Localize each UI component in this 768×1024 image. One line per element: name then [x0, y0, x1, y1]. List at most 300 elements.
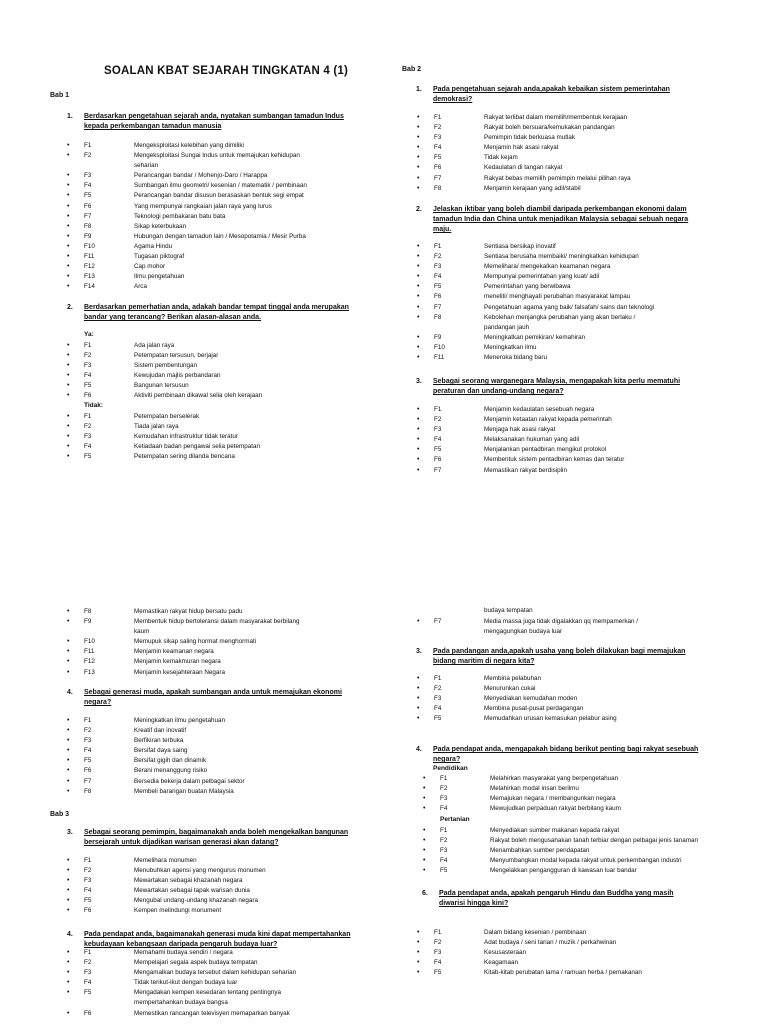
bullet-icon: •	[417, 253, 420, 261]
point-text: Pengetahuan agama yang baik/ falsafah/ sains dan teknologi	[484, 303, 655, 311]
bullet-icon: •	[67, 202, 70, 210]
bullet-icon: •	[67, 777, 70, 785]
answer-item	[84, 998, 296, 1008]
point-text: Mewartakan sebagai khazanah negara	[134, 877, 243, 885]
bullet-icon: •	[417, 333, 420, 341]
bullet-icon: •	[423, 775, 426, 782]
point-text: Membina pusat-pusat perdagangan	[484, 705, 584, 713]
bab-2-heading: Bab 2	[402, 66, 422, 73]
point-text: Kempen melindungi monument	[134, 907, 222, 915]
subheading-ya: Ya:	[84, 331, 94, 338]
point-text: Menyumbangkan modal kepada rakyat untuk perkembangan industri	[490, 857, 682, 865]
point-code: F4	[84, 979, 92, 987]
point-text: Menjaga hak asasi rakyat	[484, 426, 556, 434]
bullet-icon: •	[67, 222, 70, 230]
answer-item	[417, 455, 625, 465]
answer-list	[67, 948, 297, 1019]
answer-list	[417, 617, 639, 637]
point-code: F4	[434, 144, 442, 152]
point-code: F11	[84, 648, 95, 656]
answer-item	[67, 151, 307, 161]
point-text: Perancangan bandar / Mohenjo-Daro / Harappa	[134, 172, 268, 180]
point-text: Memestikan rancangan televisyen memaparkan banyak	[134, 1009, 290, 1017]
point-code: F8	[434, 184, 442, 192]
point-code: F1	[84, 142, 92, 149]
answer-item	[423, 784, 621, 794]
answer-item	[67, 282, 307, 292]
question-number: 3.	[416, 378, 422, 385]
point-text: Ilmu pengetahuan	[134, 273, 185, 281]
answer-item	[67, 866, 266, 876]
question-line: demokrasi?	[433, 96, 473, 103]
question-line: negara?	[433, 756, 461, 763]
point-text: Rakyat boleh mengusahakan tanah terbiar dengan pelbagai jenis tanaman	[490, 837, 698, 845]
point-text: Mengadakan kempen kesedaran tentang pentingnya	[134, 989, 282, 997]
answer-item	[434, 323, 654, 333]
point-code: F7	[434, 174, 442, 182]
question-bab2-1	[416, 85, 670, 105]
question-number: 4.	[67, 689, 73, 696]
point-text: Memajukan negara / membangunkan negara	[490, 795, 616, 803]
answer-item	[417, 415, 624, 425]
question-line: Berdasarkan pengetahuan sejarah anda, nyatakan sumbangan tamadun Indus	[84, 113, 344, 120]
point-text: Mengeksploitasi kelebihan yang dimiliki	[134, 142, 244, 149]
bullet-icon: •	[417, 283, 420, 291]
answer-item	[67, 896, 266, 906]
page-bottom	[0, 600, 768, 1024]
bullet-icon: •	[417, 675, 420, 682]
point-text: Meningkatkan pemikiran/ kemahiran	[484, 333, 586, 341]
point-text: Ketiadaan badan pengawai selia petempatan	[134, 443, 261, 451]
point-code: F5	[84, 192, 92, 200]
answer-item	[67, 906, 266, 916]
point-text: Menjamin kesejahteraan Negara	[134, 668, 226, 676]
point-text: Menjamin kerajaan yang adil/stabil	[484, 184, 581, 192]
point-code: F2	[434, 124, 442, 132]
answer-item	[417, 153, 631, 163]
subheading-pendidikan: Pendidikan	[433, 765, 468, 772]
answer-item	[417, 938, 642, 948]
bullet-icon: •	[67, 618, 70, 626]
point-text: meneliti/ menghayati perubahan masyarakat lampau	[484, 293, 631, 301]
point-code: F6	[84, 907, 92, 915]
point-text: Rakyat terlibat dalam memilih/membentuk kerajaan	[484, 114, 628, 121]
point-text: Bersifat daya saing	[134, 747, 188, 755]
point-text: Memastikan rakyat berdisiplin	[484, 466, 567, 474]
point-text: Sumbangan ilmu geometri/ kesenian / matematik / pembinaan	[134, 182, 307, 190]
point-code: F4	[440, 805, 448, 813]
answer-item	[423, 846, 698, 856]
bullet-icon: •	[67, 737, 70, 745]
point-code: F5	[434, 283, 442, 291]
point-code: F2	[84, 152, 92, 160]
point-code: F1	[440, 827, 448, 834]
answer-item	[67, 876, 266, 886]
point-code: F5	[84, 989, 92, 997]
point-code: F6	[434, 293, 442, 301]
point-code: F1	[434, 675, 442, 682]
point-code: F2	[434, 253, 442, 261]
point-code: F7	[434, 303, 442, 311]
bullet-icon: •	[67, 767, 70, 775]
answer-list	[67, 141, 307, 292]
question-line: tamadun India dan China untuk menjadikan Malaysia sebagai sebuah negara	[433, 216, 689, 223]
bab-1-heading: Bab 1	[50, 92, 70, 99]
point-text: Meningkatkan ilmu	[484, 343, 537, 351]
continued-text: budaya tempatan	[484, 607, 533, 614]
point-code: F5	[434, 446, 442, 454]
point-code: F2	[84, 959, 92, 967]
question-number: 1.	[67, 113, 73, 120]
question-bab2-3	[416, 377, 681, 397]
question-number: 4.	[416, 746, 422, 753]
question-line: negara?	[84, 699, 112, 706]
point-text: Cap mohor	[134, 263, 166, 271]
bullet-icon: •	[67, 382, 70, 390]
point-code: F3	[434, 426, 442, 434]
answer-item	[417, 184, 631, 194]
bullet-icon: •	[67, 608, 70, 615]
point-text: Memelihara/ mengekalkan keamanan negara	[484, 263, 611, 271]
question-line: bidang maritim di negara kita?	[433, 658, 535, 665]
answer-item	[417, 292, 654, 302]
point-text: Agama Hindu	[134, 242, 173, 250]
point-code: F6	[434, 164, 442, 172]
answer-item	[434, 627, 638, 637]
point-text: Melaksanakan hukuman yang adil	[484, 436, 580, 444]
point-text: Memelihara monumen	[134, 857, 197, 864]
answer-item	[67, 607, 300, 617]
point-code: F5	[84, 897, 92, 905]
answer-list	[67, 856, 266, 917]
point-code: F4	[84, 182, 92, 190]
bullet-icon: •	[67, 787, 70, 795]
point-code: F8	[84, 608, 92, 615]
bullet-icon: •	[67, 648, 70, 656]
question-number: 6.	[422, 890, 428, 897]
point-text: Mengelakkan pengangguran di kawasan luar bandar	[490, 867, 637, 875]
point-text: Melahirkan masyarakat yang berpengetahuan	[490, 775, 619, 782]
point-code: F8	[84, 222, 92, 230]
bullet-icon: •	[417, 114, 420, 121]
bullet-icon: •	[417, 929, 420, 936]
answer-item	[67, 726, 245, 736]
bullet-icon: •	[417, 124, 420, 132]
point-text: Mempunyai pemerintahan yang kuat/ adil	[484, 273, 600, 281]
point-code: F10	[434, 343, 445, 351]
bullet-icon: •	[417, 456, 420, 464]
point-text: Membentuk sistem pentadbiran kemas dan teratur	[484, 456, 625, 464]
question-line: Pada pendapat anda, mengapakah bidang berikut penting bagi rakyat sesebuah	[433, 746, 699, 753]
bullet-icon: •	[417, 695, 420, 703]
bullet-icon: •	[67, 959, 70, 967]
answer-list	[67, 341, 263, 402]
bullet-icon: •	[67, 989, 70, 997]
point-text: Menyediakan kemudahan moden	[484, 695, 578, 703]
bullet-icon: •	[417, 293, 420, 301]
bullet-icon: •	[67, 757, 70, 765]
point-code: F1	[440, 775, 448, 782]
point-text: Sistem pembentungan	[134, 362, 198, 370]
bullet-icon: •	[67, 273, 70, 281]
page-title: SOALAN KBAT SEJARAH TINGKATAN 4 (1)	[104, 65, 349, 77]
point-code: F6	[84, 202, 92, 210]
point-text: Kewujudan majlis perbandaran	[134, 372, 221, 380]
answer-item	[417, 143, 631, 153]
answer-item	[67, 442, 261, 452]
point-text: Membeli barangan buatan Malaysia	[134, 787, 234, 795]
point-text: Petempatan sering dilanda bencana	[134, 453, 235, 461]
answer-item	[67, 746, 245, 756]
point-text: Memupuk sikap saling hormat menghormati	[134, 638, 257, 646]
point-text: kaum	[134, 628, 150, 636]
subheading-pertanian: Pertanian	[440, 816, 470, 823]
answer-list	[423, 826, 698, 876]
point-text: Kesusasteraan	[484, 949, 527, 957]
bullet-icon: •	[417, 154, 420, 162]
bullet-icon: •	[423, 795, 426, 803]
answer-list	[67, 716, 245, 797]
point-code: F1	[434, 406, 442, 413]
answer-item	[67, 668, 300, 678]
bullet-icon: •	[423, 837, 426, 845]
answer-item	[67, 432, 260, 442]
answer-item	[67, 391, 263, 401]
point-code: F3	[84, 433, 92, 441]
question-line: Pada pengetahuan sejarah anda,apakah kebaikan sistem pemerintahan	[433, 86, 670, 93]
point-code: F1	[84, 949, 92, 956]
point-text: Mewartakan sebagai tapak warisan dunia	[134, 887, 250, 895]
bullet-icon: •	[67, 283, 70, 291]
point-code: F3	[84, 969, 92, 977]
point-code: F7	[84, 777, 92, 785]
answer-item	[417, 968, 642, 978]
answer-item	[423, 836, 698, 846]
point-code: F1	[84, 342, 92, 349]
point-text: Tidak terikut-ikut dengan budaya luar	[134, 979, 238, 987]
answer-item	[67, 171, 307, 181]
question-line: diwarisi hingga kini?	[439, 900, 509, 907]
point-code: F3	[84, 877, 92, 885]
answer-item	[67, 452, 260, 462]
point-text: Aktiviti pembinaan dikawal selia oleh kerajaan	[134, 392, 263, 400]
point-text: Rakyat boleh bersuara/kemukakan pandangan	[484, 124, 615, 132]
bullet-icon: •	[67, 192, 70, 200]
bullet-icon: •	[417, 705, 420, 713]
bullet-icon: •	[67, 352, 70, 360]
point-text: Media massa juga tidak digalakkan qq mempamerkan /	[484, 618, 639, 625]
bullet-icon: •	[417, 618, 420, 625]
question-line: bersejarah untuk dijadikan warisan generasi akan datang?	[84, 839, 279, 846]
point-code: F1	[84, 413, 92, 420]
point-text: Sentiasa bersikap inovatif	[484, 243, 556, 250]
answer-item	[417, 262, 654, 272]
bullet-icon: •	[417, 939, 420, 947]
answer-item	[417, 704, 617, 714]
point-text: Adat budaya / seni tarian / muzik / perkahwinan	[484, 939, 617, 947]
answer-item	[84, 161, 307, 171]
question-line: Pada pendapat anda, apakah pengaruh Hindu dan Buddha yang masih	[439, 890, 674, 897]
answer-item	[67, 252, 307, 262]
bullet-icon: •	[417, 416, 420, 424]
answer-item	[67, 637, 300, 647]
point-text: Kitab-kitab perubatan lama / ramuan herba / pemakanan	[484, 969, 642, 977]
bullet-icon: •	[67, 969, 70, 977]
point-code: F2	[434, 685, 442, 693]
bullet-icon: •	[67, 747, 70, 755]
answer-item	[67, 412, 260, 422]
point-text: Kemudahan infrastruktur tidak teratur	[134, 433, 238, 441]
answer-item	[67, 232, 307, 242]
point-text: Menubuhkan agensi yang mengurus monumen	[134, 867, 266, 875]
answer-item	[67, 242, 307, 252]
bullet-icon: •	[417, 303, 420, 311]
answer-item	[417, 674, 617, 684]
question-line: bandar yang terancang? Berikan alasan-alasan anda.	[84, 314, 262, 321]
point-text: Keagamaan	[484, 959, 518, 967]
question-line: Berdasarkan pemerhatian anda, adakah bandar tempat tinggal anda merupakan	[84, 304, 349, 311]
answer-item	[67, 978, 296, 988]
question-number: 4.	[67, 931, 73, 938]
answer-item	[67, 202, 307, 212]
point-text: Mempelajari segala aspek budaya tempatan	[134, 959, 258, 967]
point-text: Memudahkan urusan kemasukan pelabur asing	[484, 715, 617, 723]
answer-item	[423, 804, 621, 814]
answer-item	[417, 435, 624, 445]
answer-item	[67, 756, 245, 766]
answer-item	[84, 627, 300, 637]
question-bab2-2	[416, 205, 689, 235]
answer-item	[417, 313, 654, 323]
bullet-icon: •	[67, 253, 70, 261]
bullet-icon: •	[67, 907, 70, 915]
point-code: F2	[434, 416, 442, 424]
point-text: Berani menanggung risiko	[134, 767, 208, 775]
point-text: Perancangan bandar disusun berasaskan bentuk segi empat	[134, 192, 304, 200]
answer-item	[417, 242, 654, 252]
question-number: 2.	[67, 304, 73, 311]
point-text: mengagungkan budaya luar	[484, 628, 563, 636]
answer-item	[67, 381, 262, 391]
bullet-icon: •	[417, 174, 420, 182]
bullet-icon: •	[67, 362, 70, 370]
point-text: Menjamin kemakmuran negara	[134, 658, 221, 666]
bullet-icon: •	[67, 232, 70, 240]
point-code: F11	[434, 354, 445, 362]
answer-item	[67, 647, 300, 657]
bullet-icon: •	[417, 466, 420, 474]
point-code: F4	[434, 705, 442, 713]
point-text: Pemerintahan yang berwibawa	[484, 283, 571, 291]
point-code: F3	[434, 134, 442, 142]
point-code: F5	[434, 154, 442, 162]
point-text: Menjamin kedaulatan sesebuah negara	[484, 406, 595, 413]
bullet-icon: •	[67, 172, 70, 180]
bullet-icon: •	[417, 446, 420, 454]
answer-item	[417, 333, 654, 343]
point-code: F14	[84, 283, 95, 291]
question-line: kepada perkembangan tamadun manusia	[84, 123, 222, 130]
point-text: Berfikiran terbuka	[134, 737, 184, 745]
question-line: Sebagai generasi muda, apakah sumbangan anda untuk memajukan ekonomi	[84, 689, 342, 696]
question-bab3-3	[67, 828, 349, 848]
bullet-icon: •	[417, 263, 420, 271]
bullet-icon: •	[67, 433, 70, 441]
question-bab2b-3	[416, 647, 686, 667]
bullet-icon: •	[417, 144, 420, 152]
point-code: F5	[84, 453, 92, 461]
point-code: F2	[440, 837, 448, 845]
bullet-icon: •	[417, 164, 420, 172]
point-code: F1	[84, 717, 92, 724]
point-code: F2	[84, 423, 92, 431]
question-line: kebudayaan kebangsaan daripada pengaruh budaya luar?	[84, 941, 278, 948]
bullet-icon: •	[417, 426, 420, 434]
point-text: Membina pelabuhan	[484, 675, 542, 682]
question-bab3-4	[67, 930, 351, 950]
bullet-icon: •	[67, 392, 70, 400]
bullet-icon: •	[417, 313, 420, 321]
bullet-icon: •	[423, 847, 426, 855]
point-code: F3	[440, 847, 448, 855]
bullet-icon: •	[417, 184, 420, 192]
answer-item	[417, 163, 631, 173]
bullet-icon: •	[417, 969, 420, 977]
point-code: F1	[434, 243, 442, 250]
point-text: mempertahankan budaya bangsa	[134, 999, 228, 1007]
answer-item	[67, 1009, 296, 1019]
point-code: F13	[84, 668, 95, 676]
point-text: Meningkatkan ilmu pengetahuan	[134, 717, 226, 724]
answer-item	[417, 714, 617, 724]
bullet-icon: •	[67, 727, 70, 735]
point-text: Pemimpin tidak berkuasa mutlak	[484, 134, 575, 142]
bullet-icon: •	[417, 243, 420, 250]
bullet-icon: •	[417, 134, 420, 142]
question-line: peraturan dan undang-undang negara?	[433, 388, 564, 395]
answer-item	[67, 657, 300, 667]
answer-item	[67, 617, 300, 627]
point-text: Meneroka bidang baru	[484, 354, 548, 362]
bullet-icon: •	[67, 1009, 70, 1017]
bullet-icon: •	[67, 142, 70, 149]
answer-list	[417, 113, 631, 194]
point-text: Petempatan berselerak	[134, 413, 200, 420]
bullet-icon: •	[67, 413, 70, 420]
answer-item	[417, 405, 624, 415]
answer-item	[67, 856, 266, 866]
answer-item	[417, 272, 654, 282]
answer-item	[67, 222, 307, 232]
answer-item	[417, 123, 631, 133]
bullet-icon: •	[67, 949, 70, 956]
point-code: F6	[84, 392, 92, 400]
answer-item	[67, 191, 307, 201]
point-text: Membentuk hidup bertoleransi dalam masyarakat berbilang	[134, 618, 300, 626]
point-code: F5	[440, 867, 448, 875]
answer-item	[417, 445, 624, 455]
answer-item	[67, 948, 296, 958]
point-code: F6	[84, 1009, 92, 1017]
answer-item	[417, 133, 631, 143]
bullet-icon: •	[417, 343, 420, 351]
question-line: Pada pendapat anda, bagaimanakah generasi muda kini dapat mempertahankan	[84, 931, 351, 938]
answer-item	[417, 174, 631, 184]
point-text: Menjalankan pentadbiran mengikut protokol	[484, 446, 607, 454]
bullet-icon: •	[67, 638, 70, 646]
point-text: Menjamin ketaatan rakyat kepada pemerintah	[484, 416, 612, 424]
bab-3-heading: Bab 3	[50, 811, 70, 818]
